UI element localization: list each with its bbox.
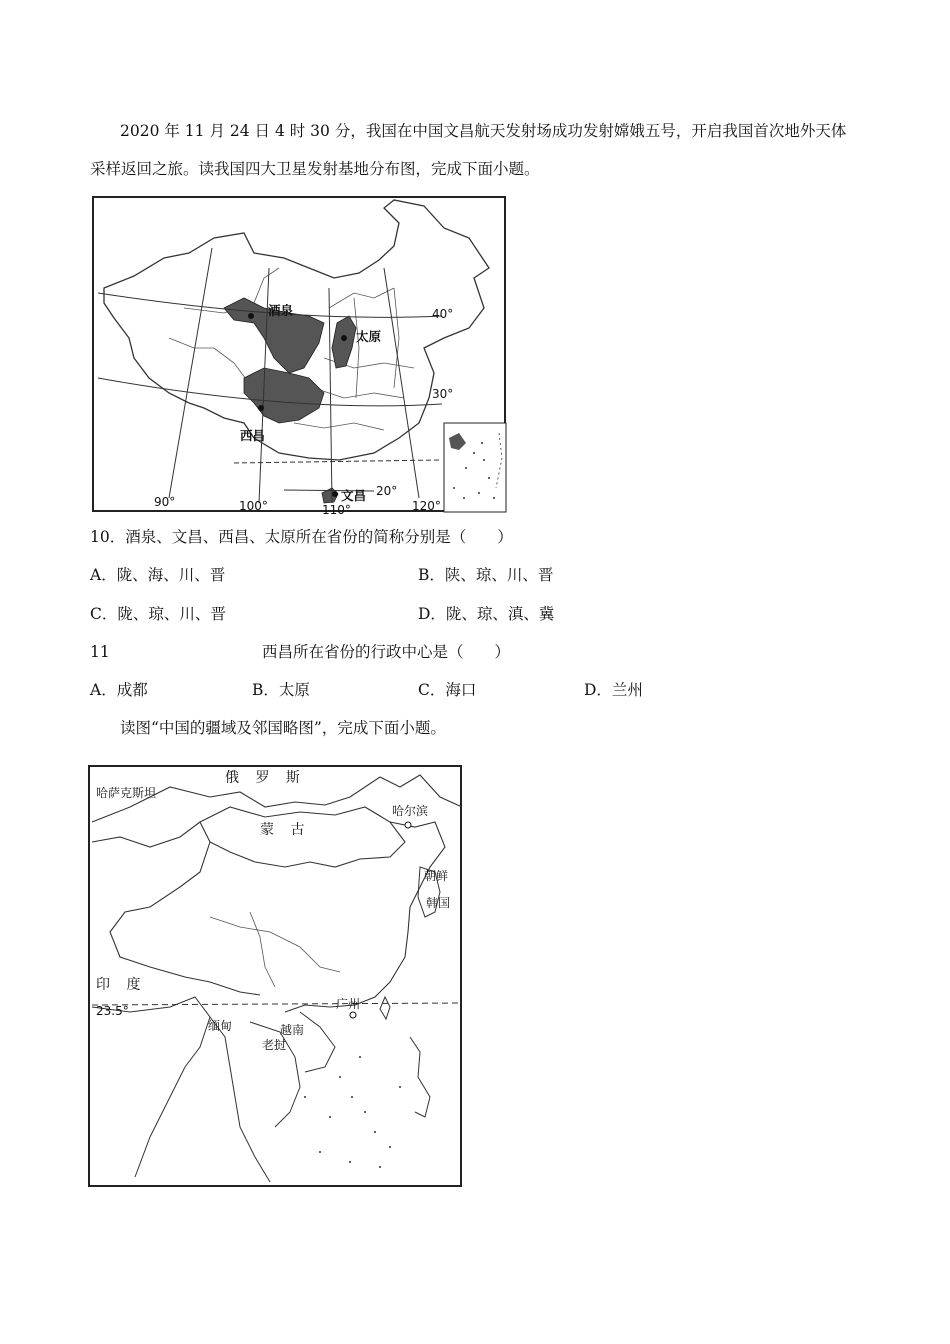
city-label-wenchang: 文昌 <box>341 488 367 503</box>
longitude-label-120: 120° <box>412 499 441 513</box>
label-india: 印 度 <box>96 977 147 993</box>
shanxi-region <box>332 316 356 368</box>
question-11-option-b: B．太原 <box>252 681 310 699</box>
question-11-option-c: C．海口 <box>418 681 477 699</box>
question-11-option-a: A．成都 <box>90 681 148 699</box>
question-10-option-d: D．陇、琼、滇、冀 <box>418 605 555 623</box>
longitude-label-100: 100° <box>239 499 268 513</box>
china-neighbors-map <box>88 765 462 1187</box>
longitude-label-110: 110° <box>322 503 351 517</box>
label-dprk: 朝鲜 <box>424 869 449 883</box>
label-kazakhstan: 哈萨克斯坦 <box>96 786 157 800</box>
question-11-stem: 西昌所在省份的行政中心是（ ） <box>262 643 511 661</box>
question-11-number: 11 <box>90 643 110 661</box>
label-laos: 老挝 <box>262 1038 287 1052</box>
label-harbin: 哈尔滨 <box>392 804 429 818</box>
intro-line-2: 采样返回之旅。读我国四大卫星发射基地分布图，完成下面小题。 <box>90 160 540 178</box>
latitude-label-20: 20° <box>376 484 398 498</box>
city-label-taiyuan: 太原 <box>356 329 382 344</box>
intro-line-1: 2020 年 11 月 24 日 4 时 30 分，我国在中国文昌航天发射场成功发射嫦娥五号，开启我国首次地外天体 <box>120 122 847 140</box>
question-10-stem: 10．酒泉、文昌、西昌、太原所在省份的简称分别是（ ） <box>90 528 513 546</box>
city-label-jiuquan: 酒泉 <box>268 303 294 318</box>
question-10-option-c: C．陇、琼、川、晋 <box>90 605 226 623</box>
label-russia: 俄 罗 斯 <box>225 770 306 786</box>
launch-base-map <box>92 196 506 517</box>
label-mongolia: 蒙 古 <box>260 822 311 838</box>
sichuan-region <box>244 368 324 423</box>
intro-2: 读图“中国的疆域及邻国略图”，完成下面小题。 <box>120 719 446 737</box>
question-10-option-b: B．陕、琼、川、晋 <box>418 566 554 584</box>
city-label-xichang: 西昌 <box>240 428 266 443</box>
label-vietnam: 越南 <box>280 1023 305 1037</box>
label-tropic: 23.5° <box>96 1004 129 1018</box>
question-10-option-a: A．陇、海、川、晋 <box>90 566 226 584</box>
launch-base-map-drawing <box>94 198 508 517</box>
question-11-option-d: D．兰州 <box>584 681 643 699</box>
label-guangzhou: 广州 <box>336 997 361 1011</box>
label-rok: 韩国 <box>426 896 451 910</box>
longitude-label-90: 90° <box>154 495 176 509</box>
latitude-label-30: 30° <box>432 387 454 401</box>
label-myanmar: 缅甸 <box>208 1019 233 1033</box>
latitude-label-40: 40° <box>432 307 454 321</box>
